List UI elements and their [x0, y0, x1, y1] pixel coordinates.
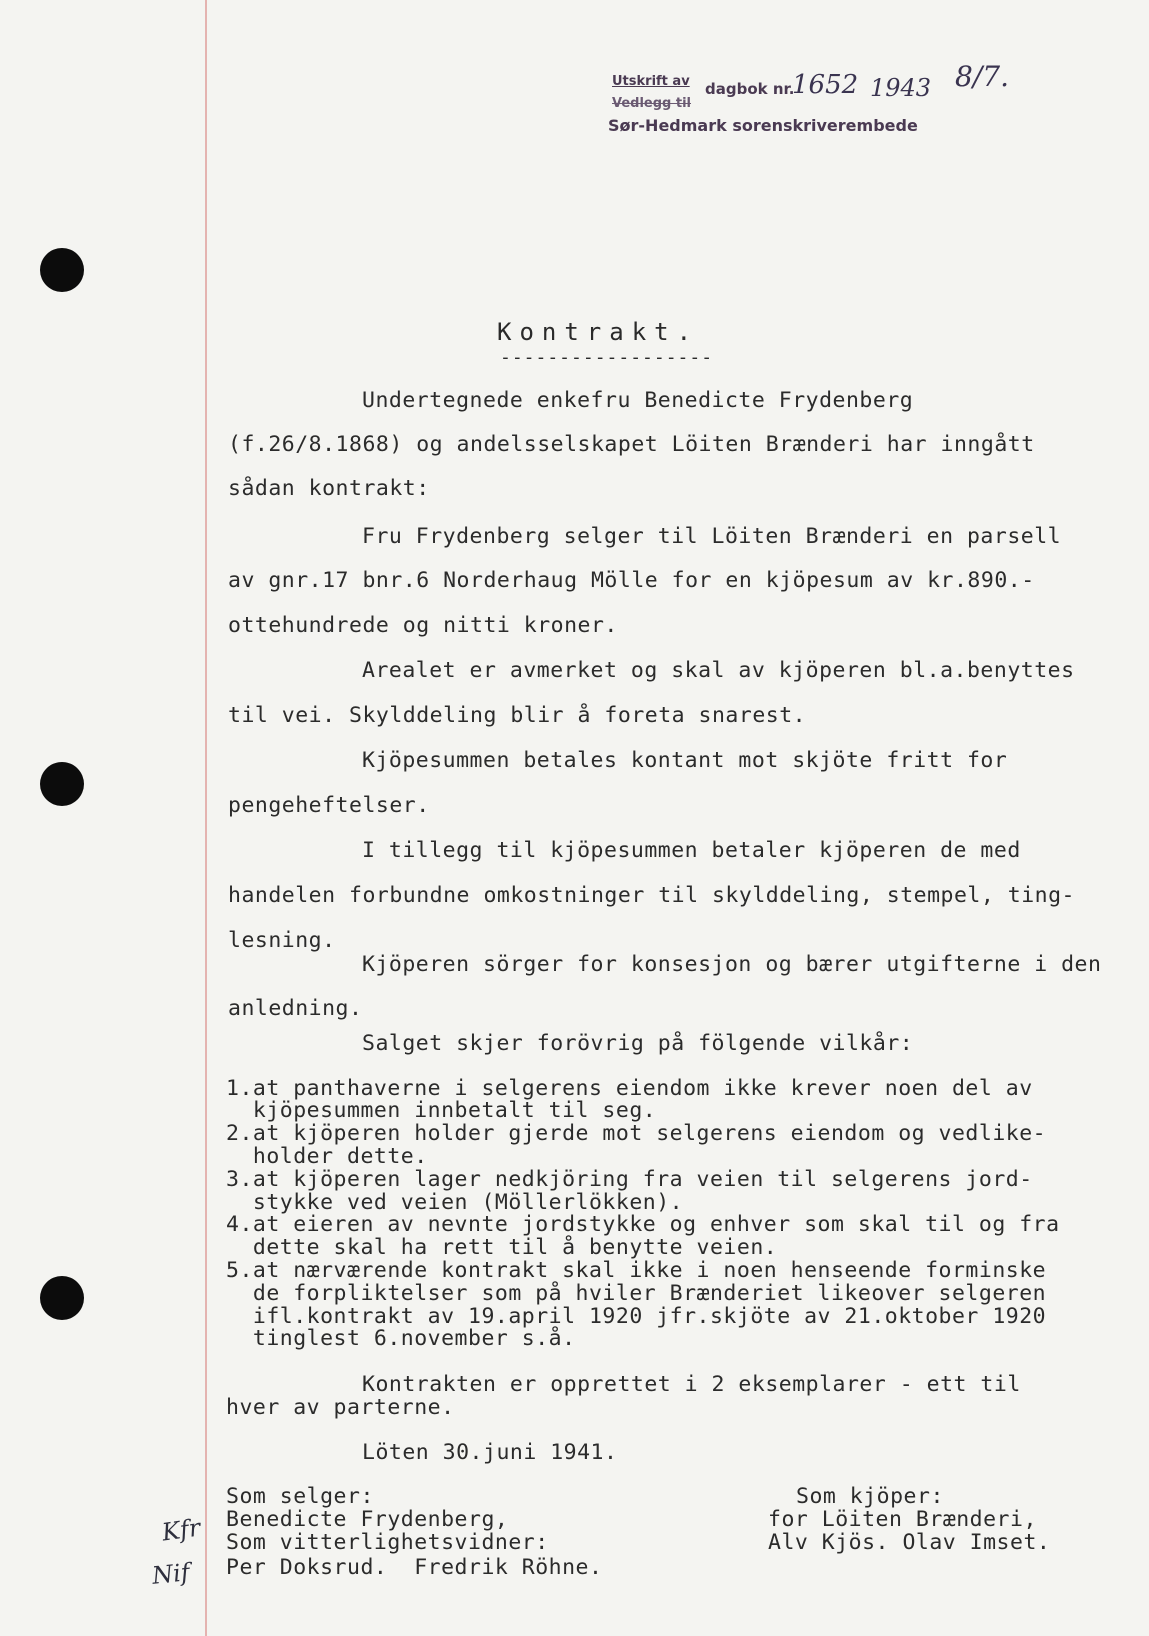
- text-line: (f.26/8.1868) og andelsselskapet Löiten Brænderi har inngått: [228, 432, 1035, 457]
- text-line: Undertegnede enkefru Benedicte Frydenberg: [362, 388, 914, 413]
- title-underline: ------------------: [500, 347, 714, 368]
- buyer-label: Som kjöper:: [796, 1484, 944, 1509]
- text-line: hver av parterne.: [226, 1395, 455, 1420]
- condition-line: stykke ved veien (Möllerlökken).: [226, 1190, 684, 1215]
- text-line: handelen forbundne omkostninger til skylddeling, stempel, ting-: [228, 883, 1075, 908]
- text-line: Arealet er avmerket og skal av kjöperen bl.a.benyttes: [362, 658, 1075, 683]
- text-line: Kontrakten er opprettet i 2 eksemplarer - ett til: [362, 1372, 1021, 1397]
- condition-line: holder dette.: [226, 1144, 428, 1169]
- margin-note: Kfr: [160, 1513, 203, 1547]
- punch-hole: [40, 248, 84, 292]
- text-line: Fru Frydenberg selger til Löiten Brænderi en parsell: [362, 524, 1062, 549]
- stamp-office: Sør-Hedmark sorenskriverembede: [608, 116, 918, 135]
- text-line: pengeheftelser.: [228, 793, 430, 818]
- contract-title: Kontrakt.: [497, 318, 700, 346]
- stamp-journal-label: dagbok nr.: [705, 80, 795, 98]
- stamp-struck-text: Vedlegg til: [612, 96, 692, 111]
- stamp-prefix: Utskrift av: [612, 74, 690, 89]
- condition-line: 4.at eieren av nevnte jordstykke og enhver som skal til og fra: [226, 1212, 1060, 1237]
- condition-line: tinglest 6.november s.å.: [226, 1326, 576, 1351]
- margin-note: Nif: [150, 1558, 191, 1590]
- condition-line: 2.at kjöperen holder gjerde mot selgerens eiendom og vedlike-: [226, 1121, 1047, 1146]
- text-line: anledning.: [228, 996, 363, 1021]
- text-line: lesning.: [228, 928, 336, 953]
- condition-line: 3.at kjöperen lager nedkjöring fra veien til selgerens jord-: [226, 1167, 1033, 1192]
- margin-rule: [205, 0, 207, 1636]
- buyer-representatives: Alv Kjös. Olav Imset.: [768, 1530, 1051, 1555]
- punch-hole: [40, 1276, 84, 1320]
- buyer-company: for Löiten Brænderi,: [768, 1507, 1037, 1532]
- text-line: Kjöperen sörger for konsesjon og bærer utgifterne i den: [362, 952, 1102, 977]
- journal-date: 8/7.: [955, 60, 1009, 93]
- journal-year: 1943: [870, 74, 932, 102]
- witnesses-label: Som vitterlighetsvidner:: [226, 1530, 549, 1555]
- condition-line: 5.at nærværende kontrakt skal ikke i noen henseende forminske: [226, 1258, 1047, 1283]
- text-line: ottehundrede og nitti kroner.: [228, 613, 618, 638]
- seller-label: Som selger:: [226, 1484, 374, 1509]
- text-line: Kjöpesummen betales kontant mot skjöte fritt for: [362, 748, 1008, 773]
- text-line: til vei. Skylddeling blir å foreta snarest.: [228, 703, 807, 728]
- condition-line: 1.at panthaverne i selgerens eiendom ikke krever noen del av: [226, 1076, 1033, 1101]
- conditions-intro: Salget skjer forövrig på fölgende vilkår:: [362, 1031, 914, 1056]
- condition-line: kjöpesummen innbetalt til seg.: [226, 1098, 657, 1123]
- text-line: av gnr.17 bnr.6 Norderhaug Mölle for en kjöpesum av kr.890.-: [228, 568, 1035, 593]
- witnesses-names: Per Doksrud. Fredrik Röhne.: [226, 1555, 603, 1580]
- journal-number: 1652: [792, 70, 859, 100]
- condition-line: ifl.kontrakt av 19.april 1920 jfr.skjöte av 21.oktober 1920: [226, 1304, 1047, 1329]
- punch-hole: [40, 762, 84, 806]
- condition-line: de forpliktelser som på hviler Brænderiet likeover selgeren: [226, 1281, 1047, 1306]
- text-line: sådan kontrakt:: [228, 476, 430, 501]
- place-date: Löten 30.juni 1941.: [362, 1440, 618, 1465]
- text-line: I tillegg til kjöpesummen betaler kjöperen de med: [362, 838, 1021, 863]
- seller-name: Benedicte Frydenberg,: [226, 1507, 509, 1532]
- condition-line: dette skal ha rett til å benytte veien.: [226, 1235, 778, 1260]
